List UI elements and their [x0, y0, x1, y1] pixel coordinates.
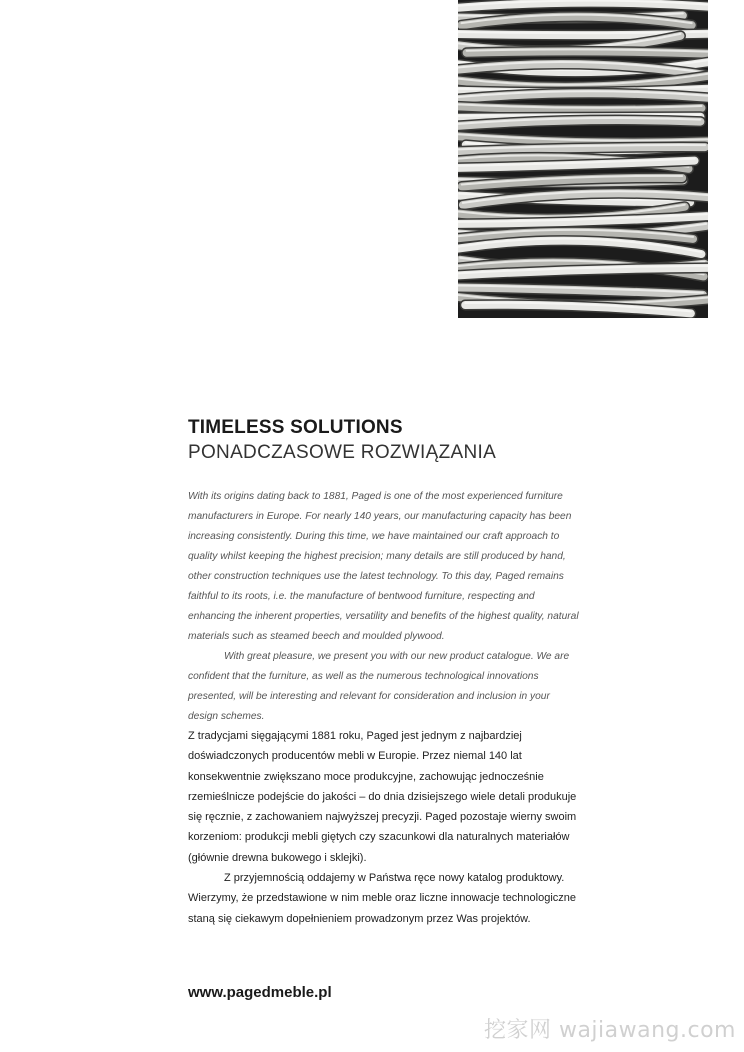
page-title-english: TIMELESS SOLUTIONS: [188, 417, 403, 438]
polish-body-text: [188, 726, 580, 929]
bentwood-stack-photo: [458, 0, 708, 318]
bentwood-rod: [467, 51, 708, 53]
english-paragraph-2: With great pleasure, we present you with our new product catalogue. We are confident that the furniture, as well as the numerous technological innovations presented, will be interesting and relevant for consideration and inclusion in your design schemes.: [188, 651, 570, 722]
english-body-text: [188, 487, 580, 727]
page-title-polish: PONADCZASOWE ROZWIĄZANIA: [188, 442, 497, 463]
polish-paragraph-2: Z przyjemnością oddajemy w Państwa ręce nowy katalog produktowy. Wierzymy, że przedstawione w nim meble oraz liczne innowacje technologiczne staną się ciekawym dopełnieniem prowadzonym przez Was projektów.: [188, 872, 577, 925]
watermark-text: 挖家网 wajiawang.com: [483, 1018, 736, 1043]
english-paragraph-1: With its origins dating back to 1881, Paged is one of the most experienced furniture manufacturers in Europe. For nearly 140 years, our manufacturing capacity has been increasing consistently. During this time, we have maintained our craft approach to quality whilst keeping the highest precision; many details are still produced by hand, other construction techniques use the latest technology. To this day, Paged remains faithful to its roots, i.e. the manufacture of bentwood furniture, respecting and enhancing the inherent properties, versatility and benefits of the highest quality, natural materials such as steamed beech and moulded plywood.: [188, 491, 579, 642]
website-link[interactable]: www.pagedmeble.pl: [188, 984, 332, 1001]
bent-rods-image: [458, 0, 708, 318]
polish-paragraph-1: Z tradycjami sięgającymi 1881 roku, Paged jest jednym z najbardziej doświadczonych producentów mebli w Europie. Przez niemal 140 lat konsekwentnie zwiększano moce produkcyjne, zachowując jednocześnie rzemieślnicze podejście do jakości – do dnia dzisiejszego wiele detali produkuje się ręcznie, z zachowaniem najwyższej precyzji. Paged pozostaje wierny swoim korzeniom: produkcji mebli giętych czy szacunkowi dla naturalnych materiałów (głównie drewna bukowego i sklejki).: [188, 730, 577, 864]
